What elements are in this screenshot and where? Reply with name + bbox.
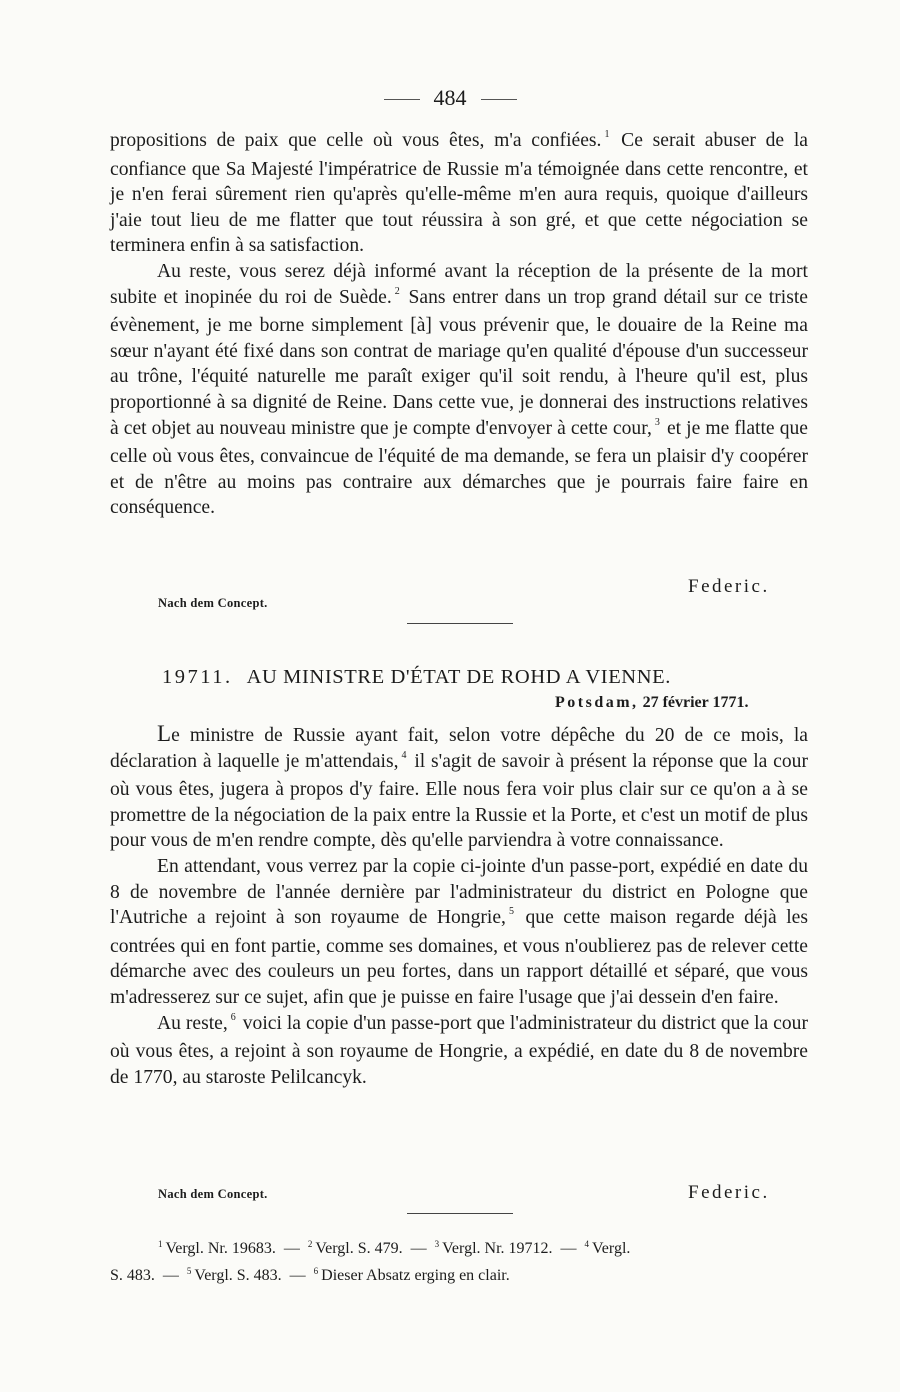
footnote-6: $^6$ Dieser Absatz erging en clair.: [313, 1266, 510, 1284]
footnote-3: $^3$ Vergl. Nr. 19712.: [434, 1239, 553, 1257]
letter-1-signature: Federic.: [688, 576, 770, 597]
footnote-ref-2[interactable]: 2: [394, 285, 400, 297]
footnote-4: $^4$ Vergl.: [584, 1239, 631, 1257]
letter-2-paragraph-2: En attendant, vous verrez par la copie ci-jointe d'un passe-port, expédié en date du 8 de novembre de l'année dernière par l'administrateur du district en Pologne que l'Autriche a rejoint à son royaume de Hongrie, $^5$ que cette maison regarde déjà les contrées qui en font partie, comme ses domaines, et vous n'oublierez pas de relever cette démarche avec des couleurs un peu fortes, dans un rapport détaillé et séparé, que vous m'adresserez sur ce sujet, afin que je puisse en faire l'usage que j'ai dessein d'en faire.: [110, 855, 809, 1008]
letter-1-body: [110, 128, 808, 521]
letter-2-heading: [162, 666, 802, 689]
letter-2-paragraph-3: Au reste, $^6$ voici la copie d'un passe-port que l'administrateur du district que la cour où vous êtes, a rejoint à son royaume de Hongrie, a expédié, en date du 8 de novembre de 1770, au staroste Pelilcancyk.: [110, 1011, 808, 1088]
letter-number: 19711.: [162, 666, 233, 688]
footnote-line-1: $^1$ Vergl. Nr. 19683. — $^2$ Vergl. S. 479. — $^3$ Vergl. Nr. 19712. — $^4$ Vergl.: [158, 1239, 631, 1257]
footnote-ref-3[interactable]: 3: [654, 416, 660, 428]
footnote-5: $^5$ Vergl. S. 483.: [186, 1266, 282, 1284]
section-divider-1: [407, 623, 513, 624]
footnote-4-continued: S. 483.: [110, 1267, 155, 1284]
header-dash-right: [481, 99, 517, 100]
letter-2-signature: Federic.: [688, 1182, 770, 1203]
page-number: 484: [433, 85, 467, 110]
footnote-line-2: S. 483. — $^5$ Vergl. S. 483. — $^6$ Dieser Absatz erging en clair.: [110, 1266, 510, 1284]
footnotes: [110, 1236, 808, 1290]
footnote-divider: [407, 1213, 513, 1214]
letter-1-paragraph-1: propositions de paix que celle où vous êtes, m'a confiées. $^1$ Ce serait abuser de la confiance que Sa Majesté l'impératrice de Russie m'a témoignée dans cette rencontre, et je n'en ferai sûrement rien qu'après qu'elle-même m'en aura requis, quoique d'ailleurs j'aie tout lieu de me flatter que tout réussira à son gré, et que cette négociation se terminera enfin à sa satisfaction.: [110, 129, 808, 257]
footnote-ref-1[interactable]: 1: [604, 129, 610, 140]
letter-1-source: Nach dem Concept.: [158, 596, 268, 610]
footnote-ref-6[interactable]: 6: [230, 1011, 236, 1023]
letter-2-paragraph-1: Le ministre de Russie ayant fait, selon votre dépêche du 20 de ce mois, la déclaration à laquelle je m'attendais, $^4$ il s'agit de savoir à présent la réponse que la cour où vous êtes, jugera à propos d'y faire. Elle nous fera voir plus clair sur ce qu'on a à se promettre de la négociation de la paix entre la Russie et la Porte, et c'est un motif de plus pour vous de m'en rendre compte, dès qu'elle parviendra à votre connaissance.: [110, 721, 808, 852]
letter-2-dateline: [555, 694, 748, 712]
header-dash-left: [384, 99, 420, 100]
footnote-1: $^1$ Vergl. Nr. 19683.: [158, 1239, 276, 1257]
letter-2-body: [110, 721, 808, 1090]
letter-2-source: Nach dem Concept.: [158, 1187, 268, 1201]
footnote-2: $^2$ Vergl. S. 479.: [307, 1239, 403, 1257]
footnote-ref-5[interactable]: 5: [508, 906, 514, 918]
letter-1-paragraph-2: Au reste, vous serez déjà informé avant la réception de la présente de la mort subite et inopinée du roi de Suède. $^2$ Sans entrer dans un trop grand détail sur ce triste évènement, je me borne simplement [à] vous prévenir que, le douaire de la Reine ma sœur n'ayant été fixé dans son contrat de mariage qu'en qualité d'épouse d'un successeur au trône, l'équité naturelle me paraît exiger qu'il soit rendu, à l'heure qu'il est, plus proportionné à sa dignité de Reine. Dans cette vue, je donnerai des instructions relatives à cet objet au nouveau ministre que je compte d'envoyer à cette cour, $^3$ et je me flatte que celle où vous êtes, convaincue de l'équité de ma demande, se fera un plaisir d'y coopérer et de n'être au moins pas contraire aux démarches que je pourrais faire faire en conséquence.: [110, 260, 808, 519]
letter-place: Potsdam,: [555, 694, 639, 711]
letter-title: AU MINISTRE D'ÉTAT DE ROHD A VIENNE.: [246, 666, 671, 688]
footnote-ref-4[interactable]: 4: [401, 749, 407, 761]
letter-date: 27 février 1771.: [642, 694, 749, 711]
page-header: [0, 84, 900, 112]
